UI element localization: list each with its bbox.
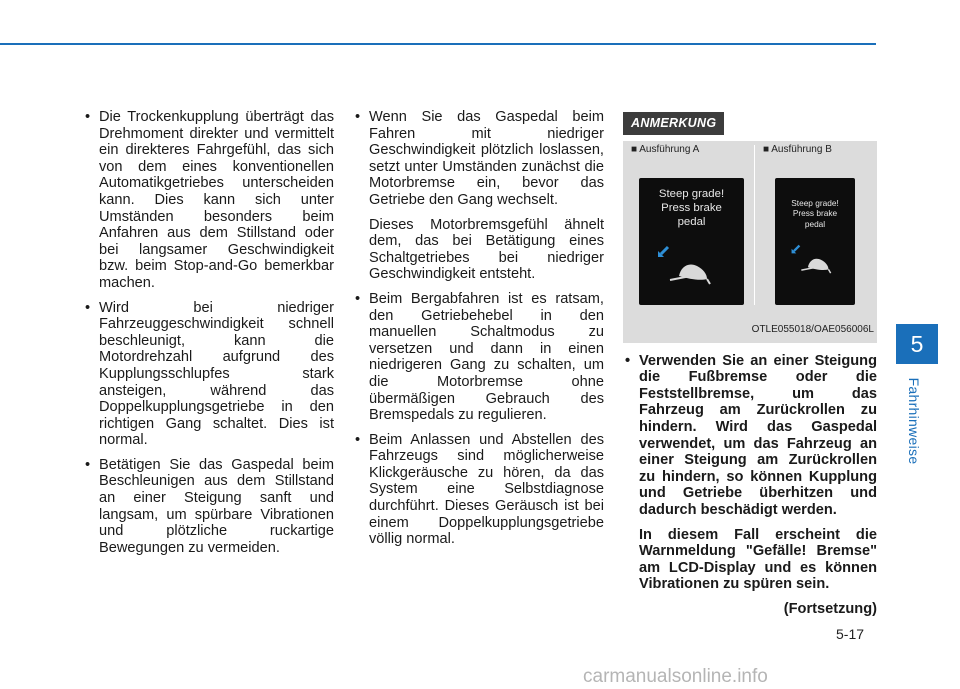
screen-message-line: Steep grade! (791, 197, 839, 208)
column-middle (353, 109, 604, 556)
screen-message (639, 187, 744, 229)
figure-divider (754, 145, 755, 305)
sub-paragraph: In diesem Fall erscheint die Warnmeldung "Gefälle! Bremse" am LCD-Display und es können Vibrationen zu spüren sein. (639, 526, 877, 593)
figure-display-warning (623, 141, 877, 343)
lcd-screen-version-a (639, 178, 744, 305)
list-item: • Verwenden Sie an einer Steigung die Fußbremse oder die Feststellbremse, um das Fahrzeug am Zurückrollen zu hindern. Wird das Gaspedal verwendet, um das Fahrzeug an einer Steigung am Zurückrollen zu hindern, so können Kupplung und Getriebe überhitzen und dadurch beschädigt werden. (623, 353, 877, 519)
page-number: 5-17 (836, 626, 865, 642)
chapter-tab: 5 (896, 324, 938, 364)
screen-message-line: Press brake (661, 201, 722, 214)
screen-message-line: pedal (677, 215, 706, 228)
figure-label-version-b: ■ Ausführung B (763, 143, 832, 155)
screen-message (775, 198, 855, 230)
list-item: • Die Trockenkupplung überträgt das Drehmoment direkter und vermittelt ein direkteres Fahrgefühl, das sich von dem eines konventionellen Automatikgetriebes unterscheiden kann. Dies kann sich unter Umständen besonders beim Anfahren aus dem Stillstand oder bei langsamer Geschwindigkeit bzw. beim Stop-and-Go bemerkbar machen. (83, 109, 334, 292)
list-item: • Beim Anlassen und Abstellen des Fahrzeugs sind möglicherweise Klickgeräusche zu hören, da das System eine Selbstdiagnose durchführt. Dieses Geräusch ist bei einem Doppelkupplungsgetriebe völlig normal. (353, 432, 604, 548)
top-rule (0, 43, 876, 45)
list-item: • Wenn Sie das Gaspedal beim Fahren mit niedriger Geschwindigkeit plötzlich loslassen, setzt unter Umständen zunächst die Motorbremse ein, bevor das Getriebe den Gang wechselt. (353, 109, 604, 209)
foot-on-pedal-icon (799, 254, 833, 276)
arrow-down-left-icon (656, 245, 670, 259)
column-right (623, 109, 877, 618)
bullet-list (83, 109, 334, 556)
screen-message-line: Press brake (792, 208, 838, 219)
column-left (83, 109, 334, 564)
figure-label-version-a: ■ Ausführung A (631, 143, 700, 155)
list-item: • Beim Bergabfahren ist es ratsam, den Getriebehebel in den manuellen Schaltmodus zu versetzen und dann in einen niedrigeren Gang zu schalten, um die Motorbremse ohne übermäßigen Gebrauch des Bremspedals zu regulieren. (353, 291, 604, 424)
continued-note: (Fortsetzung) (783, 600, 877, 617)
chapter-title-text: Fahrhinweise (906, 377, 922, 464)
list-item: • Betätigen Sie das Gaspedal beim Beschleunigen aus dem Stillstand an einer Steigung sanft und langsam, um spürbare Vibrationen und plötzliche ruckartige Bewegungen zu vermeiden. (83, 457, 334, 557)
list-item: • Wird bei niedriger Fahrzeuggeschwindigkeit schnell beschleunigt, kann die Motordrehzahl aufgrund des Kupplungsschlupfes stark ansteigen, während das Doppelkupplungsgetriebe in den richtigen Gang schaltet. Dies ist normal. (83, 300, 334, 449)
bullet-list (353, 291, 604, 548)
bullet-list (623, 353, 877, 519)
lcd-screen-version-b (775, 178, 855, 305)
note-badge: ANMERKUNG (623, 112, 724, 135)
sub-paragraph: Dieses Motorbremsgefühl ähnelt dem, das bei Betätigung eines Schaltgetriebes bei niedriger Geschwindigkeit entsteht. (369, 216, 604, 283)
bullet-list (353, 109, 604, 209)
figure-caption: OTLE055018/OAE056006L (751, 324, 874, 335)
foot-on-pedal-icon (667, 258, 713, 288)
chapter-title (905, 378, 923, 463)
watermark: carmanualsonline.info (583, 666, 768, 687)
screen-message-line: pedal (804, 218, 826, 229)
screen-message-line: Steep grade! (658, 187, 725, 200)
